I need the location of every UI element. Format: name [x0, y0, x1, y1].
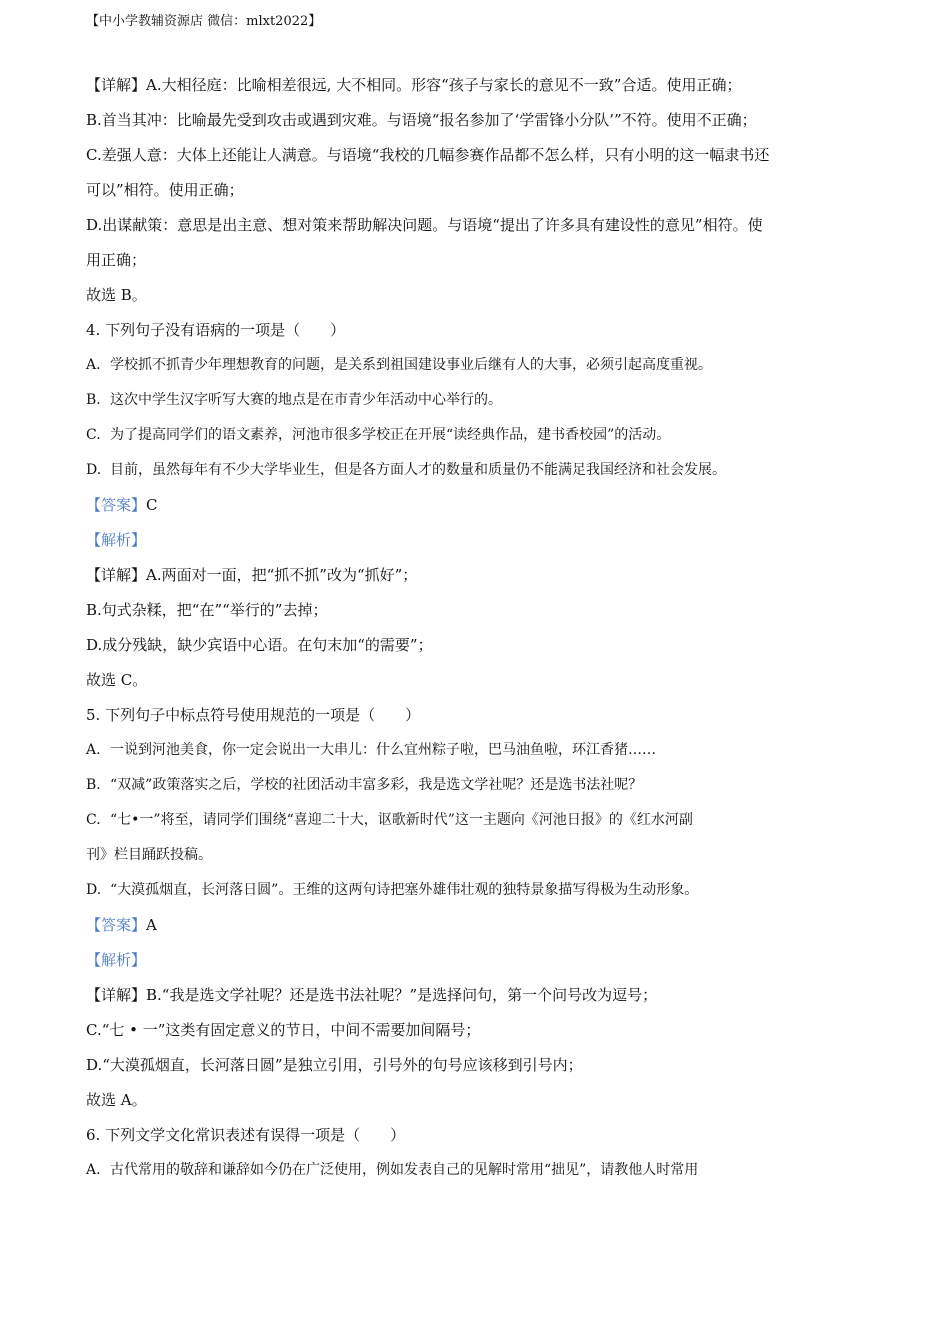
q6-option-a: [86, 1159, 876, 1194]
q4-conclusion: 故选 C。: [86, 671, 148, 689]
answer-value: A: [146, 916, 157, 934]
answer-tag: 【答案】: [86, 496, 147, 514]
q6-stem: 6. 下列文学文化常识表述有误得一项是（ ）: [86, 1126, 406, 1144]
option-label: B.: [86, 392, 101, 408]
q4-detail-line: 【详解】A.两面对一面，把“抓不抓”改为“抓好”；: [86, 566, 418, 584]
q3-detail-line: 可以”相符。使用正确；: [86, 181, 244, 199]
q5-option-b: [86, 774, 876, 809]
option-text: 为了提高同学们的语文素养，河池市很多学校正在开展“读经典作品，建书香校园”的活动。: [110, 427, 671, 443]
option-label: C.: [86, 812, 101, 828]
option-text: 这次中学生汉字听写大赛的地点是在市青少年活动中心举行的。: [110, 392, 502, 408]
q3-detail-line: B.首当其冲：比喻最先受到攻击或遇到灾难。与语境“报名参加了‘学雷锋小分队’”不符。使用不正确；: [86, 111, 757, 129]
q4-detail-line: B.句式杂糅，把“在”“举行的”去掉；: [86, 601, 328, 619]
q5-detail-line: 【详解】B.“我是选文学社呢？还是选书法社呢？”是选择问句，第一个问号改为逗号；: [86, 986, 658, 1004]
q3-detail-line: D.出谋献策：意思是出主意、想对策来帮助解决问题。与语境“提出了许多具有建设性的意见”相符。使: [86, 216, 763, 234]
q5-answer: [86, 914, 876, 949]
q4-option-d: [86, 459, 876, 494]
option-text: “双减”政策落实之后，学校的社团活动丰富多彩，我是选文学社呢？还是选书法社呢？: [110, 777, 643, 793]
answer-value: C: [146, 496, 158, 514]
q3-detail-line: 【详解】A.大相径庭：比喻相差很远, 大不相同。形容“孩子与家长的意见不一致”合适。使用正确；: [86, 76, 742, 94]
page-header: 【中小学教辅资源店 微信：mlxt2022】: [86, 14, 322, 29]
option-text: 古代常用的敬辞和谦辞如今仍在广泛使用，例如发表自己的见解时常用“拙见”，请教他人时常用: [110, 1162, 699, 1178]
q5-option-c-continued: 刊》栏目踊跃投稿。: [86, 847, 212, 863]
option-label: D.: [86, 462, 102, 478]
q4-analysis-tag: 【解析】: [86, 531, 147, 549]
option-text: 学校抓不抓青少年理想教育的问题，是关系到祖国建设事业后继有人的大事，必须引起高度重视。: [110, 357, 712, 373]
option-label: D.: [86, 882, 102, 898]
q4-answer: [86, 494, 876, 529]
q3-detail-line: 用正确；: [86, 251, 147, 269]
option-label: A.: [86, 1162, 101, 1178]
option-label: A.: [86, 357, 101, 373]
answer-tag: 【答案】: [86, 916, 147, 934]
option-text: 一说到河池美食，你一定会说出一大串儿：什么宜州粽子啦，巴马油鱼啦，环江香猪……: [110, 742, 656, 758]
q5-stem: 5. 下列句子中标点符号使用规范的一项是（ ）: [86, 706, 421, 724]
q3-conclusion: 故选 B。: [86, 286, 147, 304]
option-text: “七•一”将至，请同学们围绕“喜迎二十大，讴歌新时代”这一主题向《河池日报》的《红水河副: [110, 812, 693, 828]
q5-detail-line: C.“七 • 一”这类有固定意义的节日，中间不需要加间隔号；: [86, 1021, 481, 1039]
option-label: C.: [86, 427, 101, 443]
option-text: “大漠孤烟直，长河落日圆”。王维的这两句诗把塞外雄伟壮观的独特景象描写得极为生动形象。: [110, 882, 699, 898]
q5-option-d: [86, 879, 876, 914]
option-label: B.: [86, 777, 101, 793]
q5-detail-line: D.“大漠孤烟直，长河落日圆”是独立引用，引号外的句号应该移到引号内；: [86, 1056, 583, 1074]
q4-option-c: [86, 424, 876, 459]
q3-detail-line: C.差强人意：大体上还能让人满意。与语境“我校的几幅参赛作品都不怎么样，只有小明的这一幅隶书还: [86, 146, 770, 164]
q5-conclusion: 故选 A。: [86, 1091, 147, 1109]
q4-stem: 4. 下列句子没有语病的一项是（ ）: [86, 321, 346, 339]
q5-analysis-tag: 【解析】: [86, 951, 147, 969]
document-body: [86, 74, 876, 1194]
q4-detail-line: D.成分残缺，缺少宾语中心语。在句末加“的需要”；: [86, 636, 433, 654]
q5-option-c: [86, 809, 876, 844]
q4-option-b: [86, 389, 876, 424]
q4-option-a: [86, 354, 876, 389]
q5-option-a: [86, 739, 876, 774]
option-text: 目前，虽然每年有不少大学毕业生，但是各方面人才的数量和质量仍不能满足我国经济和社会发展。: [110, 462, 726, 478]
option-label: A.: [86, 742, 101, 758]
